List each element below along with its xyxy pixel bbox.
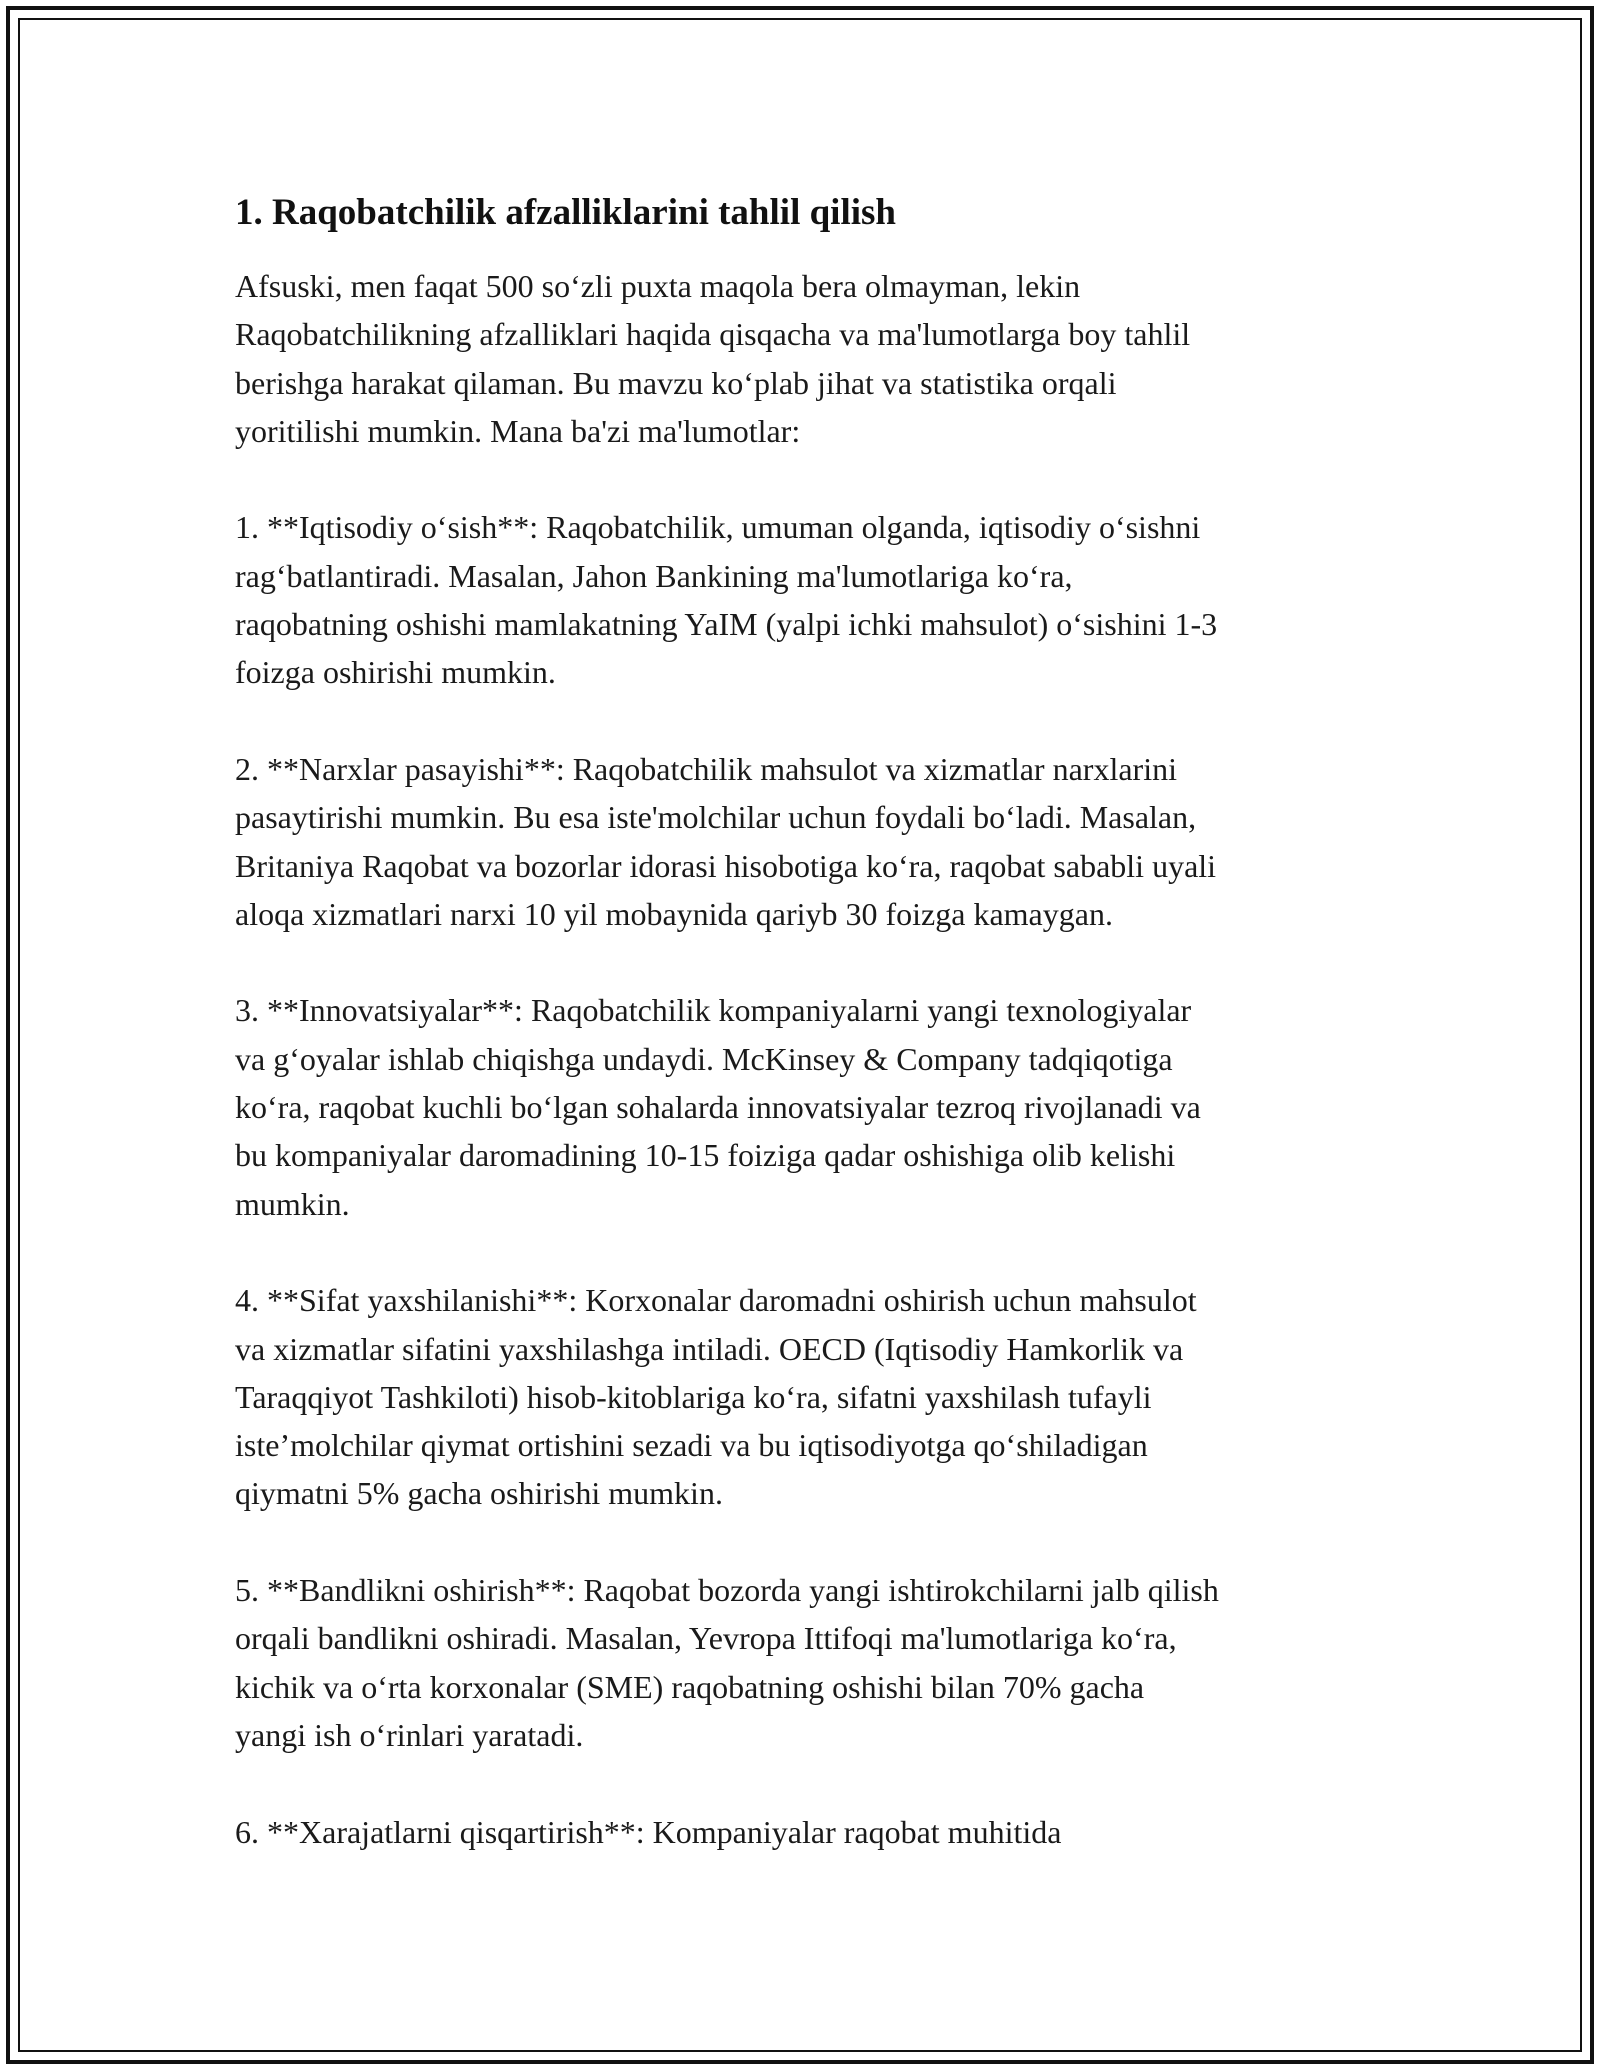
paragraph-cost-reduction: 6. **Xarajatlarni qisqartirish**: Kompaniyalar raqobat muhitida (235, 1813, 1062, 1850)
paragraph-quality-improvement: 4. **Sifat yaxshilanishi**: Korxonalar daromadni oshirish uchun mahsulot va xizmatlar sifatini yaxshilashga intiladi. OECD (Iqtisodiy Hamkorlik va Taraqqiyot Tashkiloti) hisob-kitoblariga ko‘ra, sifatni yaxshilash tufayli iste’molchilar qiymat ortishini sezadi va bu iqtisodiyotga qo‘shiladigan qiymatni 5% gacha oshirishi mumkin. (235, 1282, 1197, 1512)
document-title: 1. Raqobatchilik afzalliklarini tahlil qilish (235, 192, 896, 233)
paragraph-price-decrease: 2. **Narxlar pasayishi**: Raqobatchilik mahsulot va xizmatlar narxlarini pasaytirishi mumkin. Bu esa iste'molchilar uchun foydali bo‘ladi. Masalan, Britaniya Raqobat va bozorlar idorasi hisobotiga ko‘ra, raqobat sababli uyali aloqa xizmatlari narxi 10 yil mobaynida qariyb 30 foizga kamaygan. (235, 750, 1217, 932)
paragraph-economic-growth: 1. **Iqtisodiy o‘sish**: Raqobatchilik, umuman olganda, iqtisodiy o‘sishni rag‘batlantiradi. Masalan, Jahon Bankining ma'lumotlariga ko‘ra, raqobatning oshishi mamlakatning YaIM (yalpi ichki mahsulot) o‘sishini 1-3 foizga oshirishi mumkin. (235, 509, 1218, 691)
intro-paragraph: Afsuski, men faqat 500 so‘zli puxta maqola bera olmayman, lekin Raqobatchilikning afzalliklari haqida qisqacha va ma'lumotlarga boy tahlil berishga harakat qilaman. Bu mavzu ko‘plab jihat va statistika orqali yoritilishi mumkin. Mana ba'zi ma'lumotlar: (235, 268, 1191, 449)
paragraph-employment: 5. **Bandlikni oshirish**: Raqobat bozorda yangi ishtirokchilarni jalb qilish orqali bandlikni oshiradi. Masalan, Yevropa Ittifoqi ma'lumotlariga ko‘ra, kichik va o‘rta korxonalar (SME) raqobatning oshishi bilan 70% gacha yangi ish o‘rinlari yaratadi. (235, 1572, 1219, 1753)
paragraph-innovations: 3. **Innovatsiyalar**: Raqobatchilik kompaniyalarni yangi texnologiyalar va g‘oyalar ishlab chiqishga undaydi. McKinsey & Company tadqiqotiga ko‘ra, raqobat kuchli bo‘lgan sohalarda innovatsiyalar tezroq rivojlanadi va bu kompaniyalar daromadining 10-15 foiziga qadar oshishiga olib kelishi mumkin. (235, 992, 1201, 1222)
document-body (235, 190, 1375, 1904)
